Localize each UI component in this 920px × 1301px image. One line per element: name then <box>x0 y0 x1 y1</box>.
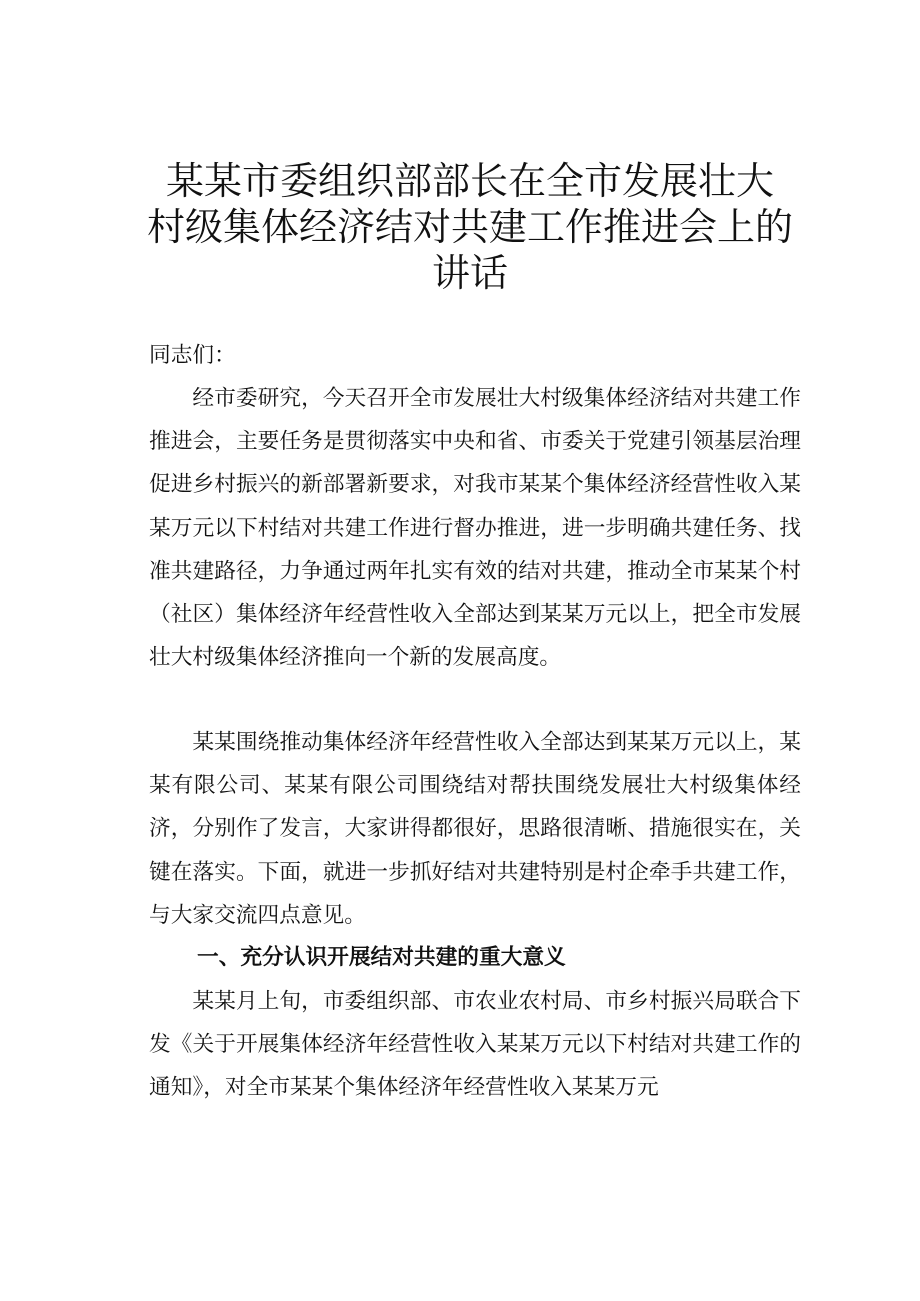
section-paragraph: 某某月上旬，市委组织部、市农业农村局、市乡村振兴局联合下发《关于开展集体经济年经营性收入某某万元以下村结对共建工作的通知》，对全市某某个集体经济年经营性收入某某万元 <box>149 989 801 1101</box>
section-heading: 一、充分认识开展结对共建的重大意义 <box>197 945 566 970</box>
greeting: 同志们： <box>149 343 236 368</box>
paragraph-1: 经市委研究，今天召开全市发展壮大村级集体经济结对共建工作推进会，主要任务是贯彻落实中央和省、市委关于党建引领基层治理促进乡村振兴的新部署新要求，对我市某某个集体经济经营性收入某某万元以下村结对共建工作进行督办推进，进一步明确共建任务、找准共建路径，力争通过两年扎实有效的结对共建，推动全市某某个村（社区）集体经济年经营性收入全部达到某某万元以上，把全市发展壮大村级集体经济推向一个新的发展高度。 <box>149 386 801 671</box>
document-title-line-3: 讲话 <box>431 251 508 295</box>
document-title-line-2: 村级集体经济结对共建工作推进会上的 <box>146 205 793 249</box>
paragraph-2: 某某围绕推动集体经济年经营性收入全部达到某某万元以上，某某有限公司、某某有限公司围绕结对帮扶围绕发展壮大村级集体经济，分别作了发言，大家讲得都很好，思路很清晰、措施很实在，关键在落实。下面，就进一步抓好结对共建特别是村企牵手共建工作，与大家交流四点意见。 <box>149 730 801 928</box>
document-title-line-1: 某某市委组织部部长在全市发展壮大 <box>165 159 774 203</box>
